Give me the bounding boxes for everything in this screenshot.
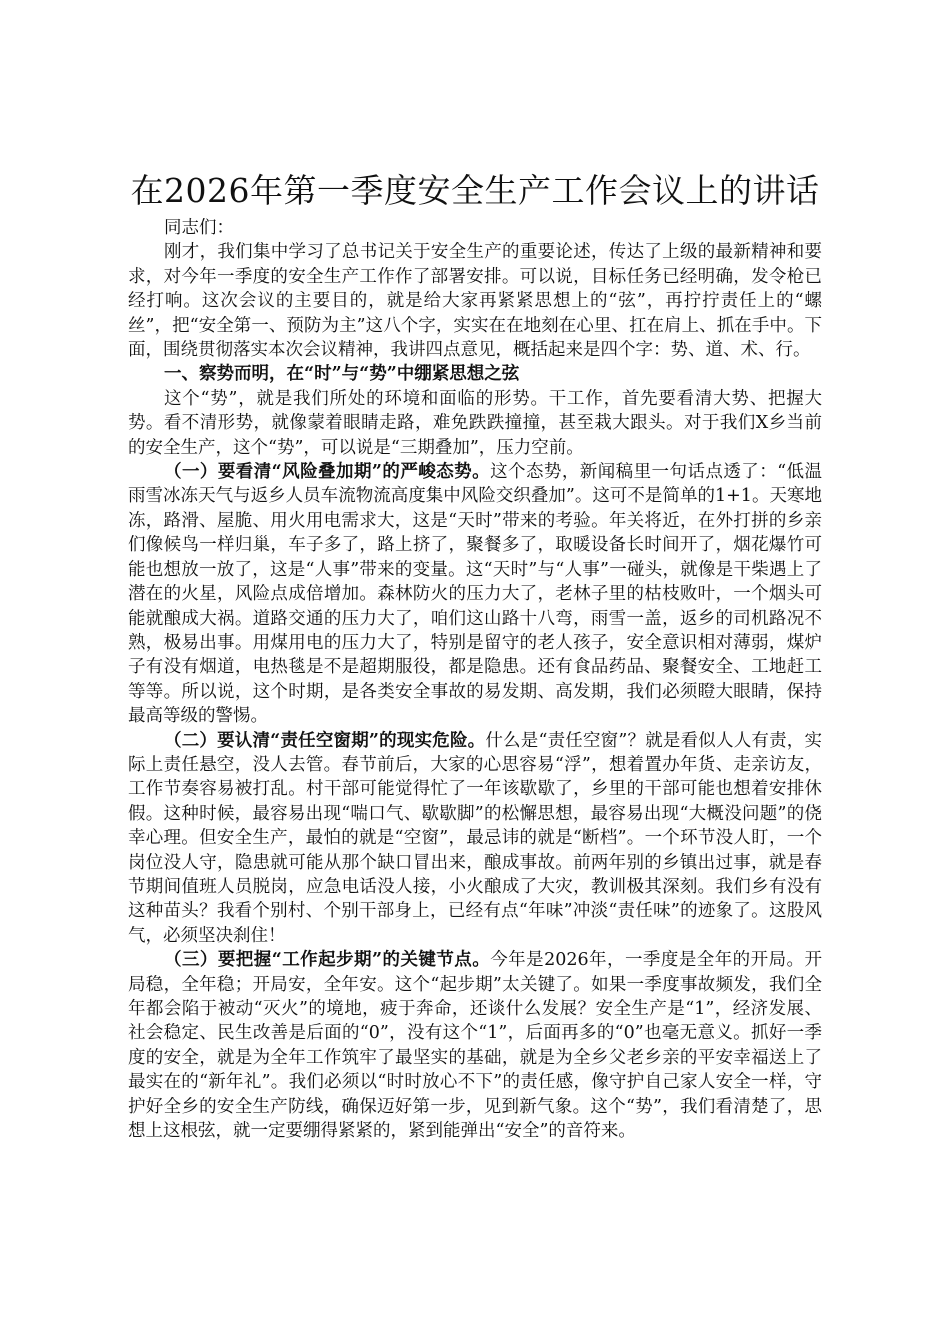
point-lead-2: （二）要认清“责任空窗期”的现实危险。 [164, 730, 486, 751]
document-title: 在2026年第一季度安全生产工作会议上的讲话 [130, 171, 820, 210]
point-paragraph-1 [128, 460, 822, 728]
section-heading-1: 一、察势而明，在“时”与“势”中绷紧思想之弦 [164, 364, 520, 385]
point-body-2: 什么是“责任空窗”？就是看似人人有责，实际上责任悬空，没人去管。春节前后，大家的心思容易“浮”，想着置办年货、走亲访友，工作节奏容易被打乱。村干部可能觉得忙了一年该歇歇了，乡里的干部可能也想着安排休假。这种时候，最容易出现“喘口气、歇歇脚”的松懈思想，最容易出现“大概没问题”的侥幸心理。但安全生产，最怕的就是“空窗”，最忌讳的就是“断档”。一个环节没人盯，一个岗位没人守，隐患就可能从那个缺口冒出来，酿成事故。前两年别的乡镇出过事，就是春节期间值班人员脱岗，应急电话没人接，小火酿成了大灾，教训极其深刻。我们乡有没有这种苗头？我看个别村、个别干部身上，已经有点“年味”冲淡“责任味”的迹象了。这股风气，必须坚决刹住！ [128, 730, 822, 946]
greeting: 同志们： [164, 218, 234, 238]
point-paragraph-3 [128, 948, 822, 1143]
point-paragraph-2 [128, 729, 822, 949]
point-lead-3: （三）要把握“工作起步期”的关键节点。 [164, 950, 491, 971]
intro-paragraph: 刚才，我们集中学习了总书记关于安全生产的重要论述，传达了上级的最新精神和要求，对今年一季度的安全生产工作作了部署安排。可以说，目标任务已经明确，发令枪已经打响。这次会议的主要目的，就是给大家再紧紧思想上的“弦”，再拧拧责任上的“螺丝”，把“安全第一、预防为主”这八个字，实实在在地刻在心里、扛在肩上、抓在手中。下面，围绕贯彻落实本次会议精神，我讲四点意见，概括起来是四个字：势、道、术、行。 [128, 242, 822, 361]
point-lead-1: （一）要看清“风险叠加期”的严峻态势。 [164, 462, 491, 483]
point-body-3: 今年是2026年，一季度是全年的开局。开局稳，全年稳；开局安，全年安。这个“起步期”太关键了。如果一季度事故频发，我们全年都会陷于被动“灭火”的境地，疲于奔命，还谈什么发展？安全生产是“1”，经济发展、社会稳定、民生改善是后面的“0”，没有这个“1”，后面再多的“0”也毫无意义。抓好一季度的安全，就是为全年工作筑牢了最坚实的基础，就是为全乡父老乡亲的平安幸福送上了最实在的“新年礼”。我们必须以“时时放心不下”的责任感，像守护自己家人安全一样，守护好全乡的安全生产防线，确保迈好第一步，见到新气象。这个“势”，我们看清楚了，思想上这根弦，就一定要绷得紧紧的，紧到能弹出“安全”的音符来。 [128, 950, 822, 1142]
section-intro-paragraph: 这个“势”，就是我们所处的环境和面临的形势。干工作，首先要看清大势、把握大势。看不清形势，就像蒙着眼睛走路，难免跌跌撞撞，甚至栽大跟头。对于我们X乡当前的安全生产，这个“势”，可以说是“三期叠加”，压力空前。 [128, 388, 822, 458]
document-page [128, 170, 822, 1143]
point-body-1: 这个态势，新闻稿里一句话点透了：“低温雨雪冰冻天气与返乡人员车流物流高度集中风险交织叠加”。这可不是简单的1+1。天寒地冻，路滑、屋脆、用火用电需求大，这是“天时”带来的考验。年关将近，在外打拼的乡亲们像候鸟一样归巢，车子多了，路上挤了，聚餐多了，取暖设备长时间开了，烟花爆竹可能也想放一放了，这是“人事”带来的变量。这“天时”与“人事”一碰头，就像是干柴遇上了潜在的火星，风险点成倍增加。森林防火的压力大了，老林子里的枯枝败叶，一个烟头可能就酿成大祸。道路交通的压力大了，咱们这山路十八弯，雨雪一盖，返乡的司机路况不熟，极易出事。用煤用电的压力大了，特别是留守的老人孩子，安全意识相对薄弱，煤炉子有没有烟道，电热毯是不是超期服役，都是隐患。还有食品药品、聚餐安全、工地赶工等等。所以说，这个时期，是各类安全事故的易发期、高发期，我们必须瞪大眼睛，保持最高等级的警惕。 [128, 462, 822, 727]
